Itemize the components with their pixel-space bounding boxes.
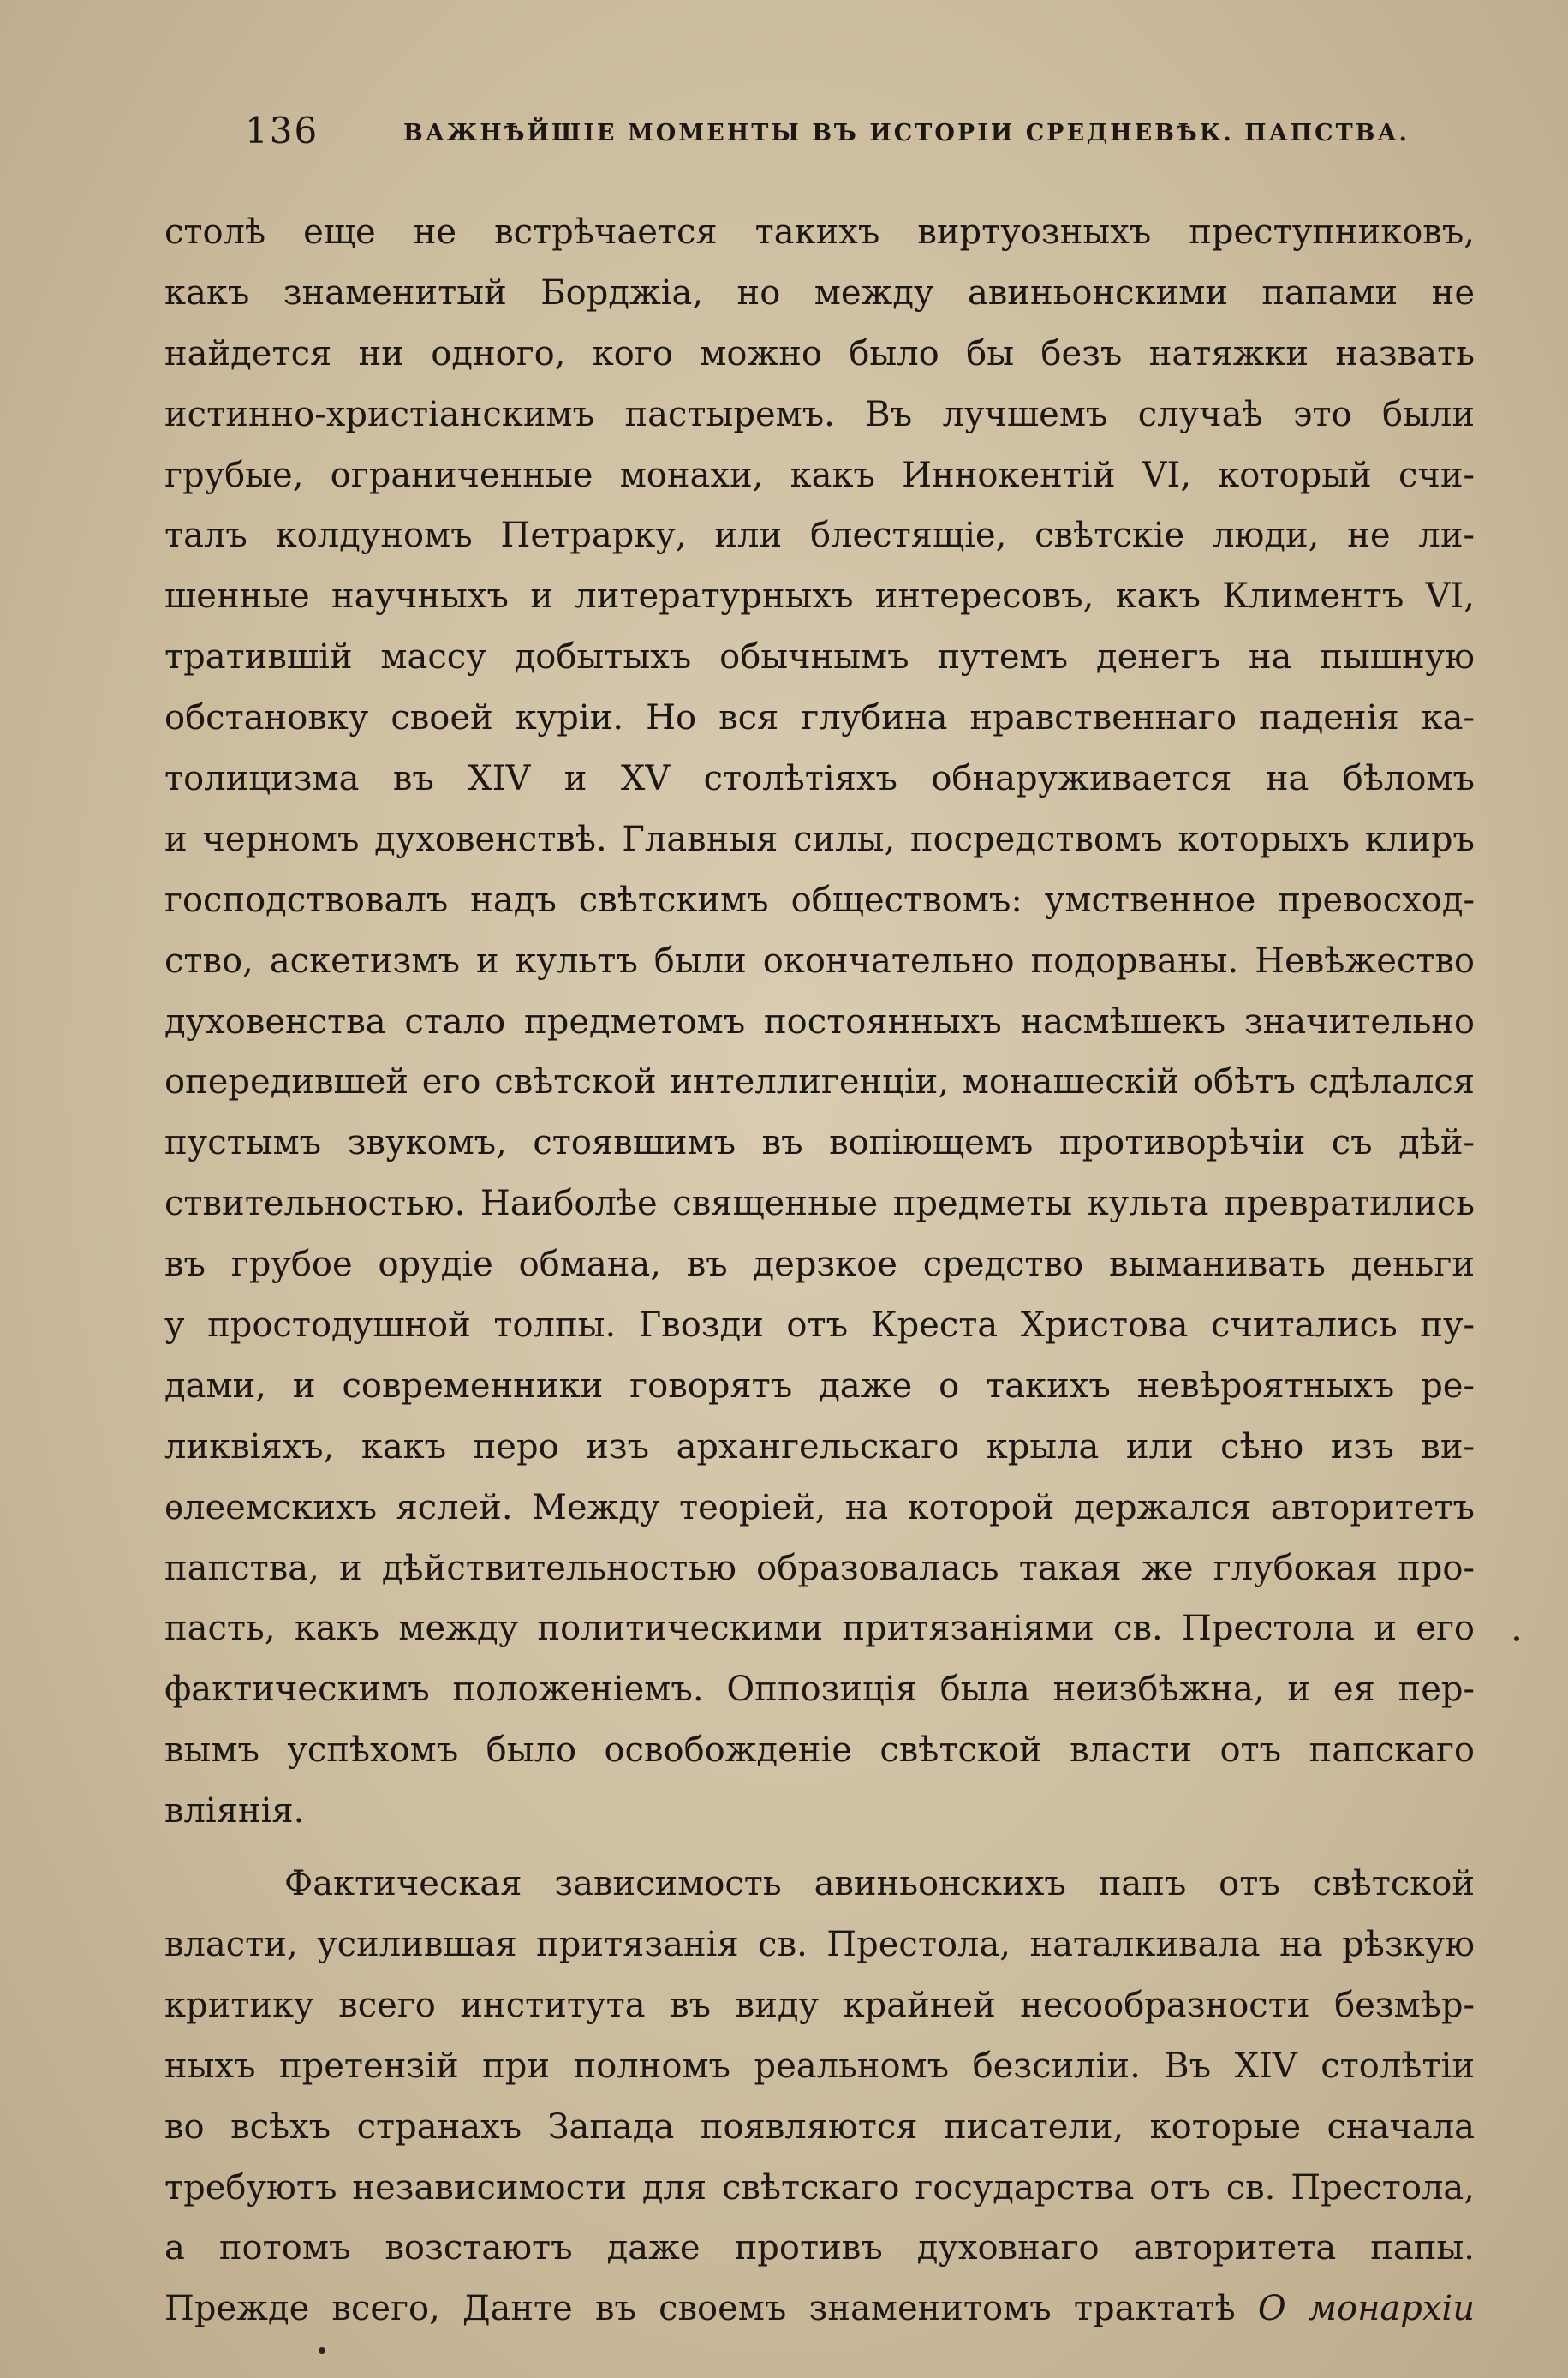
italic-title: О монархіи [1257,2289,1475,2329]
text-line: столѣ еще не встрѣчается такихъ виртуозныхъ преступниковъ, [164,212,1475,252]
text-line: въ грубое орудіе обмана, въ дерзкое средство выманивать деньги [164,1245,1475,1285]
text-line: пустымъ звукомъ, стоявшимъ въ вопіющемъ противорѣчіи съ дѣй- [164,1123,1475,1163]
text-line: обстановку своей куріи. Но вся глубина нравственнаго паденія ка- [164,698,1475,738]
text-line: ликвіяхъ, какъ перо изъ архангельскаго крыла или сѣно изъ ви- [164,1426,1475,1467]
text-line: ѳлеемскихъ яслей. Между теоріей, на которой держался авторитетъ [164,1487,1475,1527]
text-line-paragraph-start: Фактическая зависимость авиньонскихъ папъ отъ свѣтской [284,1864,1475,1904]
text-fragment: Прежде всего, Данте въ своемъ знаменитомъ трактатѣ [164,2289,1236,2329]
text-line: папства, и дѣйствительностью образовалась такая же глубокая про- [164,1548,1475,1588]
text-line: какъ знаменитый Борджіа, но между авиньонскими папами не [164,272,1475,313]
text-line: духовенства стало предметомъ постоянныхъ насмѣшекъ значительно [164,1001,1475,1042]
text-line-paragraph-end: вліянія. [164,1791,305,1831]
text-line: талъ колдуномъ Петрарку, или блестящіе, свѣтскіе люди, не ли- [164,516,1475,556]
text-line: опередившей его свѣтской интеллигенціи, монашескій обѣтъ сдѣлался [164,1062,1475,1102]
text-line: истинно-христіанскимъ пастыремъ. Въ лучшемъ случаѣ это были [164,394,1475,434]
ink-speck [1514,1636,1519,1641]
text-line: шенные научныхъ и литературныхъ интересовъ, какъ Климентъ VI, [164,577,1475,617]
text-line: вымъ успѣхомъ было освобожденіе свѣтской власти отъ папскаго [164,1730,1475,1771]
text-line: грубые, ограниченные монахи, какъ Иннокентій VI, который счи- [164,455,1475,495]
text-line: критику всего института въ виду крайней несообразности безмѣр- [164,1985,1475,2025]
running-title: ВАЖНѢЙШІЕ МОМЕНТЫ ВЪ ИСТОРІИ СРЕДНЕВѢК. ПАПСТВА. [403,120,1410,146]
text-line: найдется ни одного, кого можно было бы безъ натяжки назвать [164,333,1475,373]
text-line: господствовалъ надъ свѣтскимъ обществомъ: умственное превосход- [164,880,1475,920]
text-line: а потомъ возстаютъ даже противъ духовнаго авторитета папы. [164,2228,1475,2268]
text-line-last [164,2279,1475,2339]
text-line: фактическимъ положеніемъ. Оппозиція была неизбѣжна, и ея пер- [164,1670,1475,1710]
text-line: ныхъ претензій при полномъ реальномъ безсиліи. Въ XIV столѣтіи [164,2046,1475,2086]
text-line: толицизма въ XIV и XV столѣтіяхъ обнаруживается на бѣломъ [164,759,1475,799]
text-line: требуютъ независимости для свѣтскаго государства отъ св. Престола, [164,2167,1475,2208]
ink-speck [319,2347,325,2354]
text-line: у простодушной толпы. Гвозди отъ Креста Христова считались пу- [164,1306,1475,1346]
text-line: пасть, какъ между политическими притязаніями св. Престола и его [164,1609,1475,1649]
text-line: тратившій массу добытыхъ обычнымъ путемъ денегъ на пышную [164,637,1475,678]
body-text [164,202,1475,2339]
text-line: дами, и современники говорятъ даже о такихъ невѣроятныхъ ре- [164,1365,1475,1406]
page-header [245,110,1410,161]
text-line: и черномъ духовенствѣ. Главныя силы, посредствомъ которыхъ клиръ [164,819,1475,859]
page-number: 136 [245,110,319,152]
paragraph-gap [164,1842,1475,1854]
text-line: ство, аскетизмъ и культъ были окончательно подорваны. Невѣжество [164,941,1475,981]
text-line: во всѣхъ странахъ Запада появляются писатели, которые сначала [164,2106,1475,2147]
text-line: ствительностью. Наиболѣе священные предметы культа превратились [164,1184,1475,1224]
text-line: власти, усилившая притязанія св. Престола, наталкивала на рѣзкую [164,1924,1475,1964]
